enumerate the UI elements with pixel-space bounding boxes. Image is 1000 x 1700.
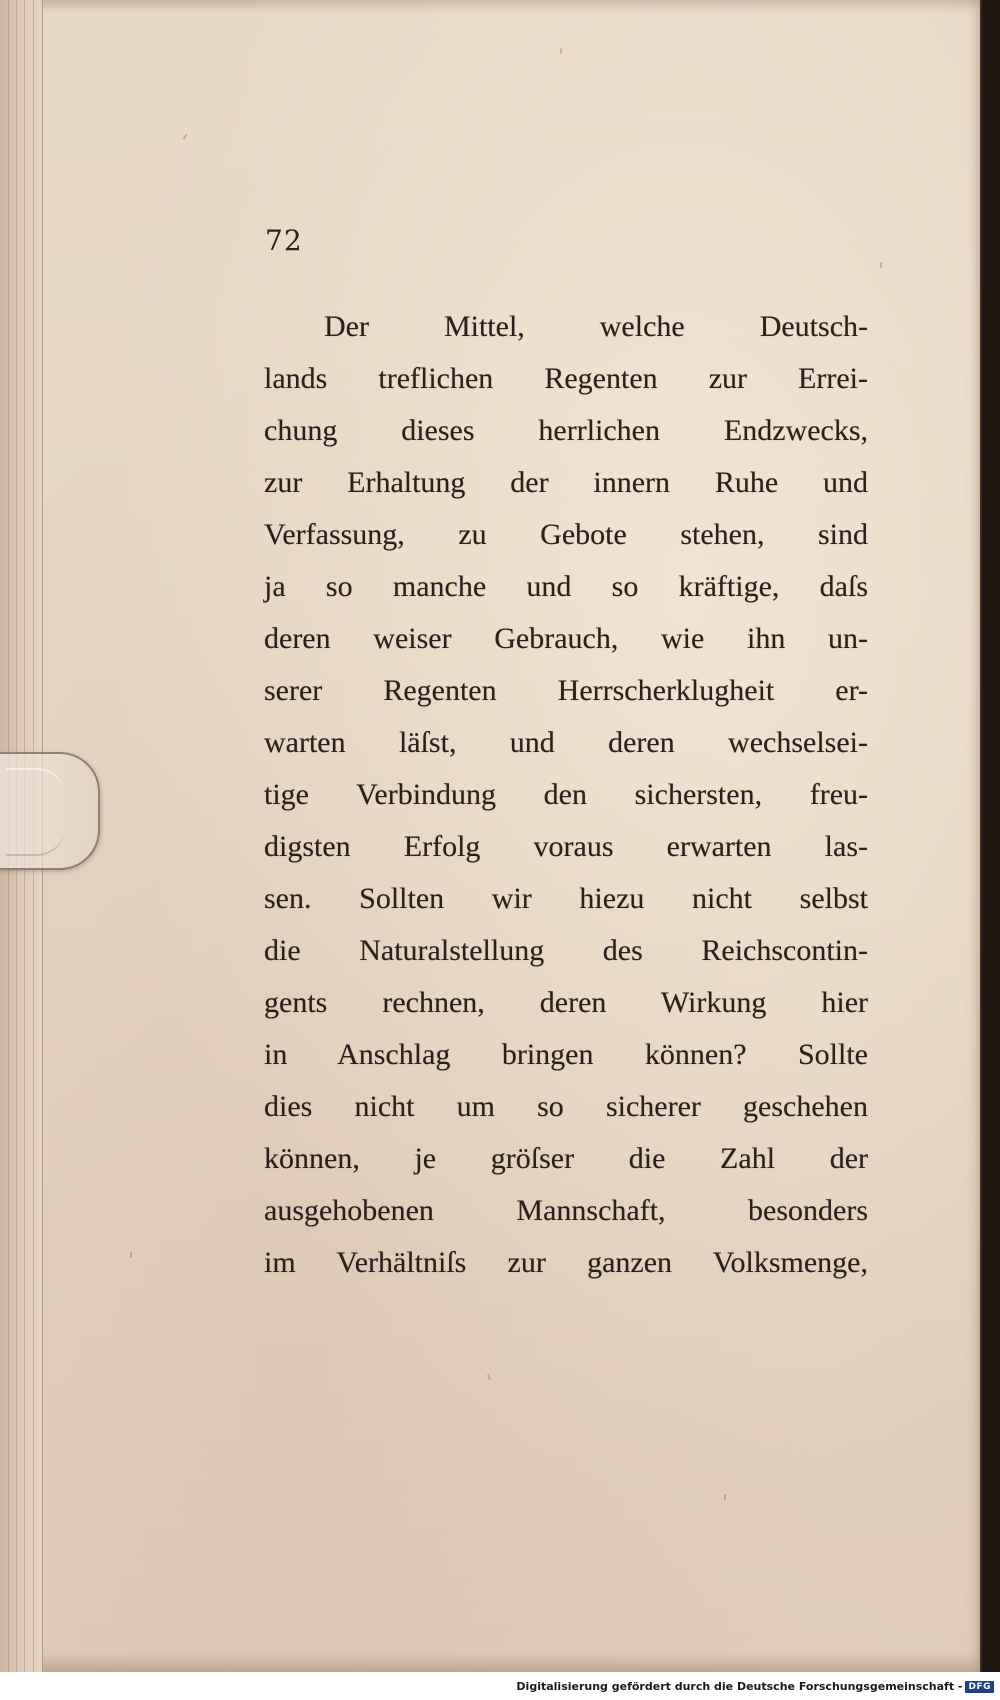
text-line: chung dieses herrlichen Endzwecks, xyxy=(264,414,868,447)
text-line: zur Erhaltung der innern Ruhe und xyxy=(264,466,868,499)
dfg-logo: DFG xyxy=(965,1681,994,1693)
text-line: sen. Sollten wir hiezu nicht selbst xyxy=(264,882,868,915)
text-line: lands treflichen Regenten zur Errei- xyxy=(264,362,868,395)
text-line: warten läſst, und deren wechselsei- xyxy=(264,726,868,759)
credit-text: Digitalisierung gefördert durch die Deutsche Forschungsgemeinschaft - xyxy=(516,1680,963,1693)
text-line: deren weiser Gebrauch, wie ihn un- xyxy=(264,622,868,655)
text-line: Der Mittel, welche Deutsch- xyxy=(324,310,868,343)
body-text xyxy=(264,301,868,1289)
bookmark-tab xyxy=(0,752,100,870)
text-line: tige Verbindung den sichersten, freu- xyxy=(264,778,868,811)
text-line: ausgehobenen Mannschaft, besonders xyxy=(264,1194,868,1227)
text-line: gents rechnen, deren Wirkung hier xyxy=(264,986,868,1019)
text-line: digsten Erfolg voraus erwarten las- xyxy=(264,830,868,863)
text-line: Verfassung, zu Gebote stehen, sind xyxy=(264,518,868,551)
text-line: dies nicht um so sicherer geschehen xyxy=(264,1090,868,1123)
digitization-credit xyxy=(516,1680,994,1693)
text-line: die Naturalstellung des Reichscontin- xyxy=(264,934,868,967)
page-number: 72 xyxy=(265,224,303,257)
text-line: im Verhältniſs zur ganzen Volksmenge, xyxy=(264,1246,868,1279)
text-line: können, je gröſser die Zahl der xyxy=(264,1142,868,1175)
text-line: ja so manche und so kräftige, daſs xyxy=(264,570,868,603)
text-line: in Anschlag bringen können? Sollte xyxy=(264,1038,868,1071)
text-line: serer Regenten Herrscherklugheit er- xyxy=(264,674,868,707)
footer-band xyxy=(0,1672,1000,1700)
